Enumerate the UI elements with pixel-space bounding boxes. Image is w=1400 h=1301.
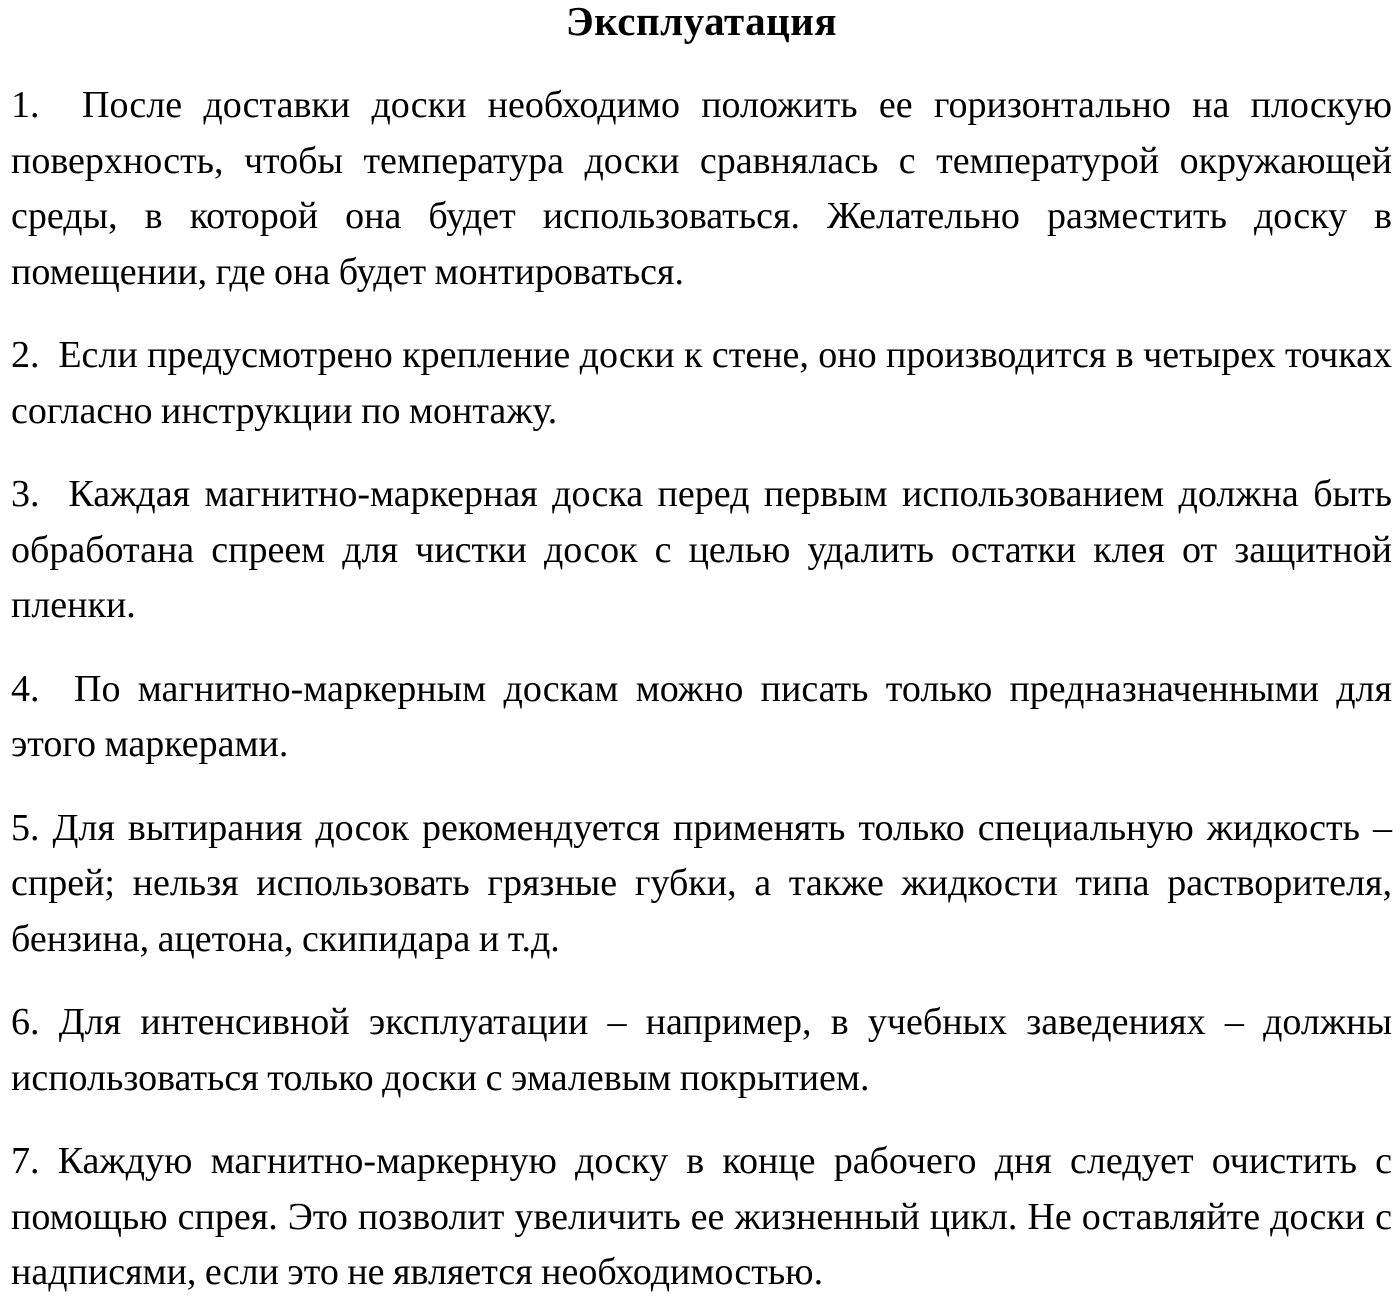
item-number: 3. (11, 473, 40, 515)
list-item-2 (11, 328, 1392, 439)
list-item-5 (11, 801, 1392, 968)
item-text: По магнитно-маркерным доскам можно писать только предназначенными для этого маркерами. (11, 667, 1392, 765)
list-item-7 (11, 1134, 1392, 1301)
list-item-6 (11, 995, 1392, 1106)
item-number: 5. (11, 806, 40, 849)
item-text: После доставки доски необходимо положить ее горизонтально на плоскую поверхность, чтобы температура доски сравнялась с температурой окружающей среды, в которой она будет использоваться. Желательно разместить доску в помещении, где она будет монтироваться. (11, 84, 1392, 293)
item-number: 4. (11, 667, 40, 710)
list-item-3 (11, 467, 1392, 634)
item-text: Если предусмотрено крепление доски к стене, оно производится в четырех точках согласно инструкции по монтажу. (11, 334, 1392, 432)
item-text: Каждую магнитно-маркерную доску в конце рабочего дня следует очистить с помощью спрея. Это позволит увеличить ее жизненный цикл. Не оставляйте доски с надписями, если это не является необходимостью. (11, 1140, 1393, 1293)
list-item-4 (11, 662, 1392, 773)
item-number: 7. (11, 1140, 40, 1182)
item-text: Для интенсивной эксплуатации – например, в учебных заведениях – должны использоваться только доски с эмалевым покрытием. (11, 1001, 1393, 1099)
item-number: 2. (11, 334, 40, 376)
document-title: Эксплуатация (565, 0, 838, 44)
item-text: Каждая магнитно-маркерная доска перед первым использованием должна быть обработана спреем для чистки досок с целью удалить остатки клея от защитной пленки. (11, 473, 1392, 626)
item-number: 1. (11, 84, 40, 126)
document-page (11, 0, 1392, 1301)
item-text: Для вытирания досок рекомендуется применять только специальную жидкость – спрей; нельзя использовать грязные губки, а также жидкости типа растворителя, бензина, ацетона, скипидара и т.д. (11, 806, 1392, 960)
item-number: 6. (11, 1001, 40, 1043)
list-item-1 (11, 78, 1392, 300)
